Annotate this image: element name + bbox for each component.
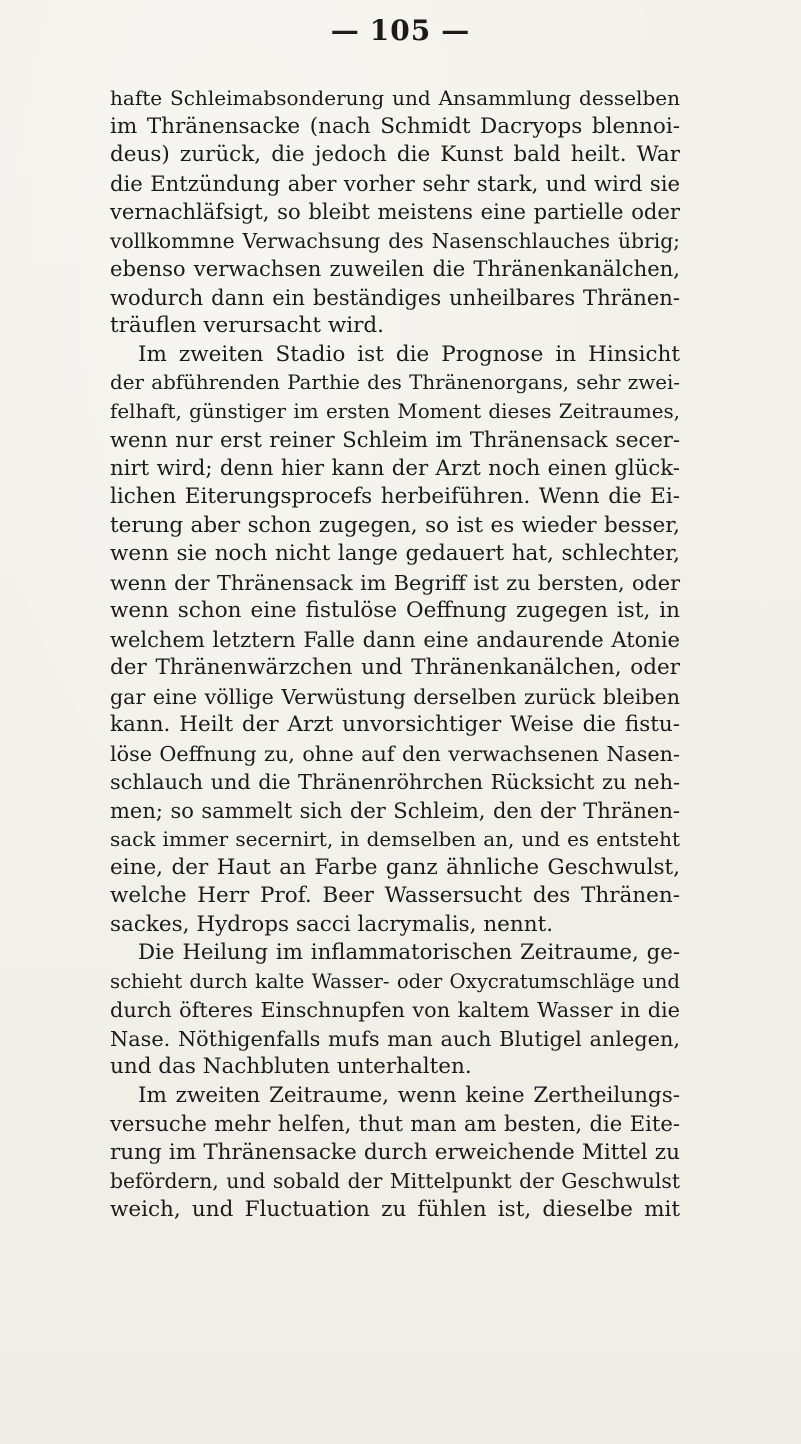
text-line: wodurch dann ein beständiges unheilbares Thränen- [110, 284, 680, 310]
text-line: löse Oeffnung zu, ohne auf den verwachsenen Nasen- [110, 741, 680, 766]
text-line: rung im Thränensacke durch erweichende Mittel zu [110, 1139, 680, 1165]
text-line: Im zweiten Stadio ist die Prognose in Hinsicht [138, 341, 680, 367]
text-line: nirt wird; denn hier kann der Arzt noch einen glück- [110, 455, 680, 481]
text-line: men; so sammelt sich der Schleim, den der Thränen- [110, 797, 680, 823]
text-line: träuflen verursacht wird. [110, 313, 384, 338]
text-line: terung aber schon zugegen, so ist es wieder besser, [110, 512, 680, 538]
text-line: ebenso verwachsen zuweilen die Thränenkanälchen, [110, 256, 680, 281]
text-line: wenn sie noch nicht lange gedauert hat, schlechter, [110, 541, 680, 566]
text-line: deus) zurück, die jedoch die Kunst bald heilt. War [110, 142, 680, 167]
text-line: weich, und Fluctuation zu fühlen ist, dieselbe mit [110, 1196, 680, 1222]
text-line: gar eine völlige Verwüstung derselben zurück bleiben [110, 684, 680, 709]
text-line: welche Herr Prof. Beer Wassersucht des Thränen- [110, 883, 680, 908]
text-line: durch öfteres Einschnupfen von kaltem Wasser in die [110, 998, 680, 1022]
text-line: welchem letztern Falle dann eine andaurende Atonie [110, 626, 680, 652]
text-line: felhaft, günstiger im ersten Moment dieses Zeitraumes, [110, 399, 680, 423]
text-line: die Entzündung aber vorher sehr stark, und wird sie [110, 170, 680, 196]
text-line: der abführenden Parthie des Thränenorgans, sehr zwei- [110, 371, 680, 394]
text-line: wenn nur erst reiner Schleim im Thränensack secer- [110, 427, 680, 452]
text-line: wenn schon eine fistulöse Oeffnung zugegen ist, in [110, 598, 680, 623]
text-line: sack immer secernirt, in demselben an, und es entsteht [110, 827, 680, 851]
text-line: Die Heilung im inflammatorischen Zeitraume, ge- [138, 940, 680, 965]
text-line: Im zweiten Zeitraume, wenn keine Zertheilungs- [138, 1082, 680, 1108]
text-line: lichen Eiterungsprocefs herbeiführen. Wenn die Ei- [110, 484, 680, 509]
text-line: befördern, und sobald der Mittelpunkt der Geschwulst [110, 1169, 680, 1193]
page-header [0, 14, 801, 48]
text-line: hafte Schleimabsonderung und Ansammlung desselben [110, 86, 680, 110]
header-dash-right: — [441, 14, 471, 47]
header-dash-left: — [330, 14, 360, 47]
text-line: im Thränensacke (nach Schmidt Dacryops blennoi- [110, 113, 680, 139]
text-line: schieht durch kalte Wasser- oder Oxycratumschläge und [110, 969, 680, 993]
text-line: versuche mehr helfen, thut man am besten, die Eite- [110, 1111, 680, 1136]
body-text [110, 84, 680, 1224]
text-line: der Thränenwärzchen und Thränenkanälchen, oder [110, 655, 680, 680]
text-line: schlauch und die Thränenröhrchen Rücksicht zu neh- [110, 770, 680, 794]
text-line: kann. Heilt der Arzt unvorsichtiger Weise die fistu- [110, 712, 680, 737]
text-line: sackes, Hydrops sacci lacrymalis, nennt. [110, 911, 554, 937]
text-line: wenn der Thränensack im Begriff ist zu bersten, oder [110, 570, 680, 595]
text-line: Nase. Nöthigenfalls mufs man auch Blutigel anlegen, [110, 1026, 680, 1051]
text-line: vollkommne Verwachsung des Nasenschlauches übrig; [110, 228, 680, 253]
text-line: und das Nachbluten unterhalten. [110, 1054, 472, 1079]
text-line: eine, der Haut an Farbe ganz ähnliche Geschwulst, [110, 854, 680, 880]
text-line: vernachläfsigt, so bleibt meistens eine partielle oder [110, 199, 680, 224]
page-number: 105 [369, 14, 432, 47]
